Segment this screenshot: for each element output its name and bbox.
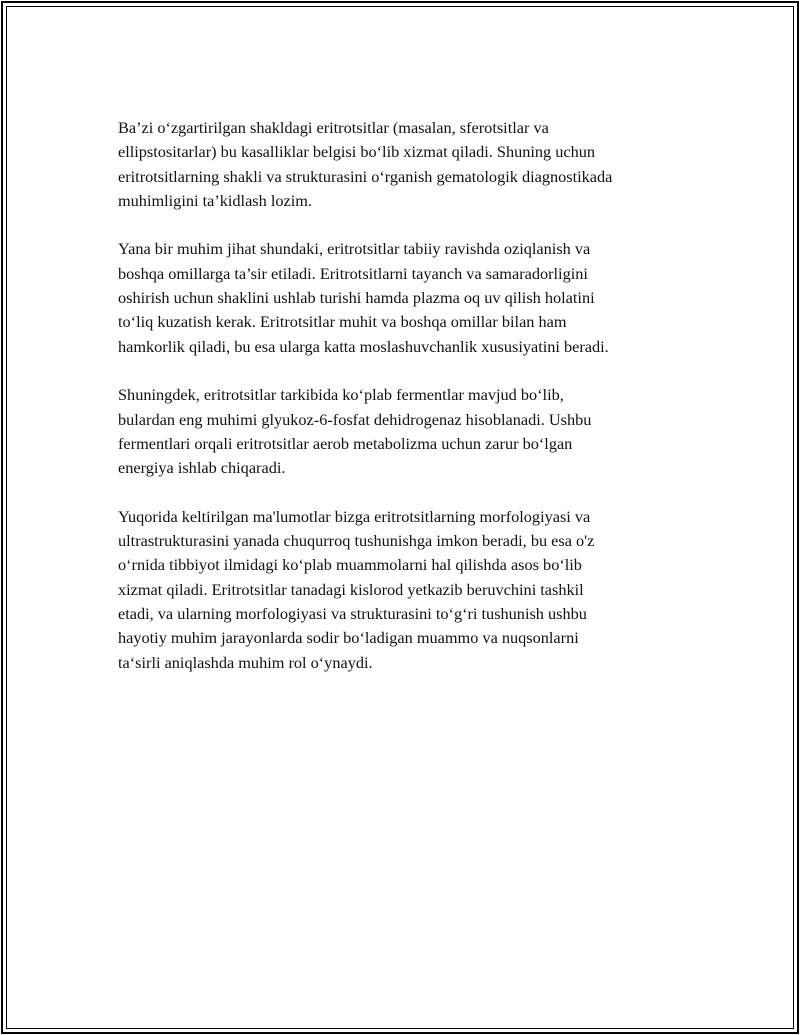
text-line: ellipstositarlar) bu kasalliklar belgisi bo‘lib xizmat qiladi. Shuning uchun [118, 142, 596, 162]
text-line: ta‘sirli aniqlashda muhim rol o‘ynaydi. [118, 652, 373, 672]
paragraph-3 [118, 383, 678, 480]
text-line: hayotiy muhim jarayonlarda sodir bo‘ladigan muammo va nuqsonlarni [118, 628, 579, 648]
text-line: fermentlari orqali eritrotsitlar aerob metabolizma uchun zarur bo‘lgan [118, 433, 573, 453]
paragraph-2 [118, 237, 678, 358]
text-line: ultrastrukturasini yanada chuqurroq tushunishga imkon beradi, bu esa o'z [118, 531, 595, 551]
text-line: bulardan eng muhimi glyukoz-6-fosfat dehidrogenaz hisoblanadi. Ushbu [118, 409, 592, 429]
text-line: Yana bir muhim jihat shundaki, eritrotsitlar tabiiy ravishda oziqlanish va [118, 239, 591, 259]
text-line: Shuningdek, eritrotsitlar tarkibida ko‘plab fermentlar mavjud bo‘lib, [118, 385, 564, 405]
text-line: eritrotsitlarning shakli va strukturasini o‘rganish gematologik diagnostikada [118, 166, 613, 186]
text-line: boshqa omillarga ta’sir etiladi. Eritrotsitlarni tayanch va samaradorligini [118, 263, 588, 283]
text-line: xizmat qiladi. Eritrotsitlar tanadagi kislorod yetkazib beruvchini tashkil [118, 579, 584, 599]
text-line: muhimligini ta’kidlash lozim. [118, 190, 312, 210]
paragraph-4 [118, 505, 678, 675]
text-line: hamkorlik qiladi, bu esa ularga katta moslashuvchanlik xususiyatini beradi. [118, 336, 609, 356]
text-line: Yuqorida keltirilgan ma'lumotlar bizga eritrotsitlarning morfologiyasi va [118, 506, 591, 526]
text-line: energiya ishlab chiqaradi. [118, 458, 286, 478]
text-line: o‘rnida tibbiyot ilmidagi ko‘plab muammolarni hal qilishda asos bo‘lib [118, 555, 582, 575]
paragraph-1 [118, 116, 678, 213]
text-line: oshirish uchun shaklini ushlab turishi hamda plazma oq uv qilish holatini [118, 288, 595, 308]
text-line: etadi, va ularning morfologiyasi va strukturasini to‘g‘ri tushunish ushbu [118, 603, 587, 623]
document-body [118, 116, 678, 699]
text-line: Ba’zi o‘zgartirilgan shakldagi eritrotsitlar (masalan, sferotsitlar va [118, 118, 549, 137]
text-line: to‘liq kuzatish kerak. Eritrotsitlar muhit va boshqa omillar bilan ham [118, 312, 567, 332]
